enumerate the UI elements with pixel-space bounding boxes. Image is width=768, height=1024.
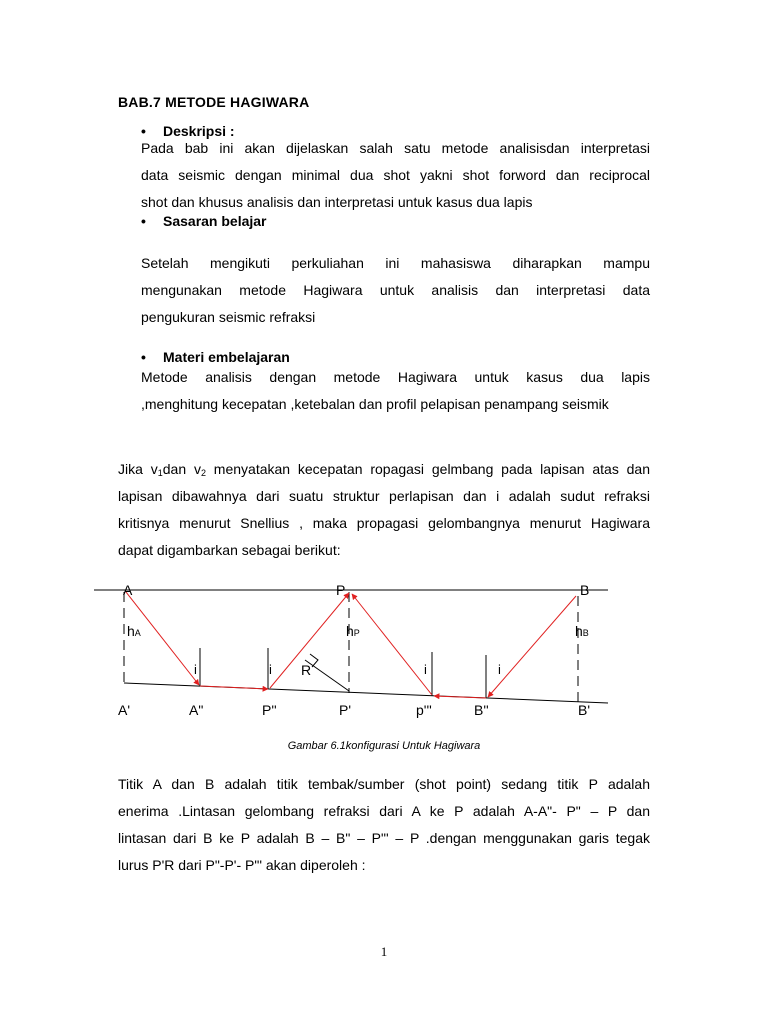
label-A-double-prime: A" <box>189 702 204 718</box>
perpendicular-PR <box>305 660 349 691</box>
interface-line <box>124 683 608 703</box>
deskripsi-line-2: data seismic dengan minimal dua shot yakni shot forword dan reciprocal <box>141 167 650 183</box>
closing-line-2: enerima .Lintasan gelombang refraksi dari A ke P adalah A-A"- P" – P dan <box>118 803 650 819</box>
label-P-prime: P' <box>339 702 352 718</box>
intro-line-4: dapat digambarkan sebagai berikut: <box>118 542 341 558</box>
page-number: 1 <box>380 944 388 959</box>
bullet-icon: • <box>141 123 146 139</box>
label-hB: hB <box>575 623 589 639</box>
label-A-prime: A' <box>118 702 131 718</box>
bullet-icon: • <box>141 349 146 365</box>
sasaran-line-3: pengukuran seismic refraksi <box>141 309 316 325</box>
angle-label-i: i <box>194 662 197 677</box>
right-angle-mark <box>310 654 318 667</box>
hagiwara-diagram <box>0 570 768 740</box>
angle-label-i: i <box>424 662 427 677</box>
intro-line-2: lapisan dibawahnya dari suatu struktur perlapisan dan i adalah sudut refraksi <box>118 488 650 504</box>
label-hP: hP <box>346 623 360 639</box>
figure-caption: Gambar 6.1konfigurasi Untuk Hagiwara <box>287 740 481 752</box>
label-A: A <box>123 582 133 598</box>
label-B-prime: B' <box>578 702 591 718</box>
ray-B2-P3 <box>434 696 486 698</box>
deskripsi-line-3: shot dan khusus analisis dan interpretasi untuk kasus dua lapis <box>141 194 533 210</box>
ray-A-A2 <box>126 592 199 685</box>
deskripsi-line-1: Pada bab ini akan dijelaskan salah satu metode analisisdan interpretasi <box>141 140 650 156</box>
label-B: B <box>580 582 590 598</box>
sasaran-line-2: mengunakan metode Hagiwara untuk analisis dan interpretasi data <box>141 282 650 298</box>
intro-line-1: Jika $v_1dan$ $v_2$ menyatakan kecepatan ropagasi gelmbang pada lapisan atas dan <box>118 461 651 478</box>
label-P: P <box>336 582 346 598</box>
ray-A2-P2 <box>200 686 268 689</box>
angle-label-i: i <box>498 662 501 677</box>
closing-line-1: Titik A dan B adalah titik tembak/sumber (shot point) sedang titik P adalah <box>118 776 650 792</box>
label-p-triple-prime: p''' <box>416 702 432 718</box>
materi-line-2: ,menghitung kecepatan ,ketebalan dan profil pelapisan penampang seismik <box>141 396 609 412</box>
chapter-title: BAB.7 METODE HAGIWARA <box>118 94 310 110</box>
ray-P3-P <box>352 594 432 695</box>
label-B-double-prime: B'' <box>474 702 489 718</box>
sasaran-line-1: Setelah mengikuti perkuliahan ini mahasiswa diharapkan mampu <box>141 255 650 271</box>
closing-line-3: lintasan dari B ke P adalah B – B" – P"' – P .dengan menggunakan garis tegak <box>118 830 650 846</box>
closing-line-4: lurus P'R dari P"-P'- P"' akan diperoleh : <box>118 857 366 873</box>
materi-line-1: Metode analisis dengan metode Hagiwara untuk kasus dua lapis <box>141 369 650 385</box>
label-P-double-prime: P'' <box>262 702 277 718</box>
ray-B-B2 <box>488 596 576 697</box>
angle-label-i: i <box>269 662 272 677</box>
label-R: R <box>301 662 312 678</box>
label-hA: hA <box>127 623 141 639</box>
intro-line-3: kritisnya menurut Snellius , maka propagasi gelombangnya menurut Hagiwara <box>118 515 650 531</box>
bullet-icon: • <box>141 213 146 229</box>
